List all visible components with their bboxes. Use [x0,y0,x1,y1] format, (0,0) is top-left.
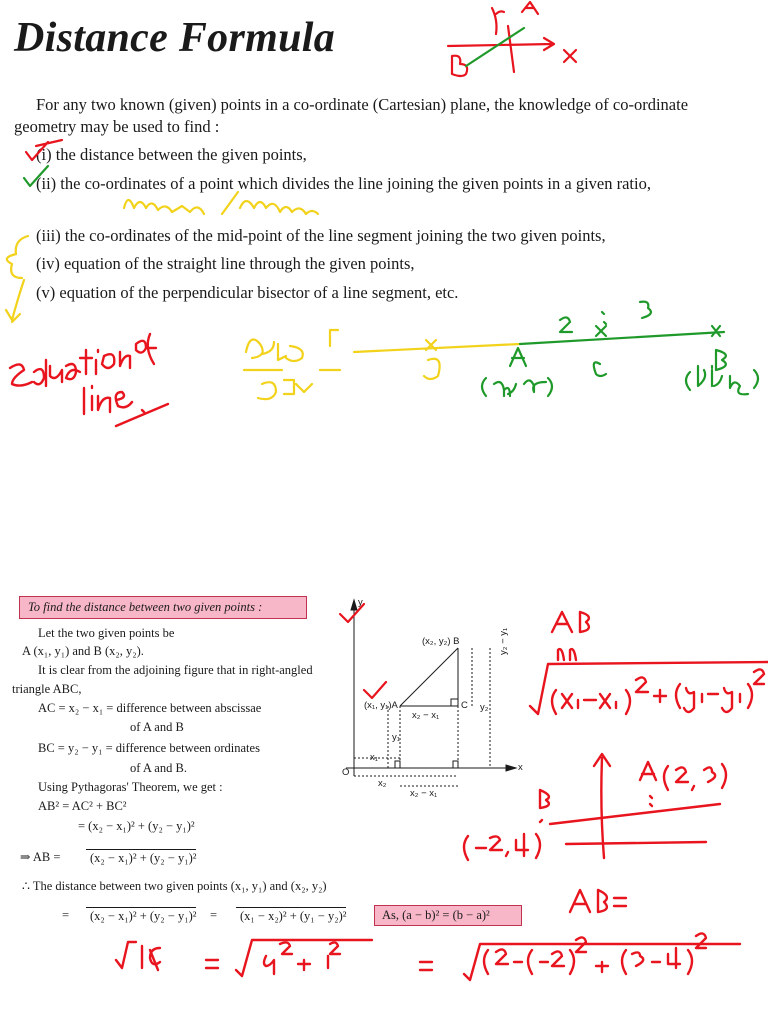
fig-y2-label: y₂ [480,702,489,713]
fig-x-axis-label: x [518,762,523,773]
radical-expression: (x₂ − x₁)² + (y₂ − y₁)² [86,907,196,924]
fig-y1-label: y₁ [392,732,400,743]
radical-expression: (x₁ − x₂)² + (y₁ − y₂)² [236,907,346,924]
proof-line: of A and B [130,720,184,734]
list-text: equation of the perpendicular bisector of a line segment, etc. [59,283,459,302]
list-number: (iii) [36,226,61,245]
list-number: (iv) [36,254,60,273]
red-ab-equals [570,890,626,912]
list-text: equation of the straight line through the given points, [63,254,415,273]
proof-line: AC = x₂ − x₁ = difference between abscissae [38,701,262,715]
proof-line: = [62,908,70,922]
proof-line: ∴ The distance between two given points (x₁, y₁) and (x₂, y₂) [22,879,327,893]
proof-line: = (x₂ − x₁)² + (y₂ − y₁)² [78,819,195,833]
red-example-graph [464,754,726,860]
fig-x2-label: x₂ [378,778,387,789]
proof-line: Let the two given points be [38,626,175,640]
list-text: the co-ordinates of the mid-point of the line segment joining the two given points, [64,226,606,245]
list-number: (ii) [36,174,57,193]
list-text: the co-ordinates of a point which divides the line joining the given points in a given ratio, [60,174,651,193]
proof-line: triangle ABC, [12,682,82,696]
proof-line: BC = y₂ − y₁ = difference between ordinates [38,741,260,755]
fig-point-c: C [461,700,468,711]
green-number-line [482,302,758,396]
red-checkmarks [26,140,386,698]
proof-line: A (x₁, y₁) and B (x₂, y₂). [22,644,144,658]
proof-line: = [210,908,218,922]
hw-graph-label [0,0,1,1]
fig-bc-label: y₂ − y₁ [498,627,509,655]
intro-paragraph: For any two known (given) points in a co-ordinate (Cartesian) plane, the knowledge of co-ordinate geometry may be used to find : [14,95,689,136]
fig-ac-label: x₂ − x₁ [412,710,440,721]
fig-x1-label: x₁ [370,752,378,763]
yellow-annotations [6,192,520,399]
proof-line: of A and B. [130,761,187,775]
proof-line: AB² = AC² + BC² [38,799,127,813]
list-number: (i) [36,145,52,164]
section-heading: To find the distance between two given points : [19,596,307,619]
list-text: the distance between the given points, [55,145,307,164]
proof-line: ⇒ AB = [20,850,61,864]
list-number: (v) [36,283,56,302]
red-ab-formula [530,612,768,714]
fig-point-b: (x₂, y₂) B [422,636,460,647]
proof-line: Using Pythagoras' Theorem, we get : [38,780,223,794]
page-title: Distance Formula [14,15,336,61]
proof-line: It is clear from the adjoining figure that in right-angled [38,663,313,677]
fig-point-a: (x₁, y₁)A [364,700,398,711]
note-box: As, (a − b)² = (b − a)² [374,905,522,926]
radical-expression: (x₂ − x₁)² + (y₂ − y₁)² [86,849,196,866]
fig-origin-label: O [342,767,350,778]
fig-y-axis-label: y [358,597,363,608]
red-bottom-equation [116,933,740,980]
fig-bottom-label: x₂ − x₁ [410,788,438,799]
green-checkmark [24,166,48,186]
red-note-equation-of-line [10,334,168,426]
